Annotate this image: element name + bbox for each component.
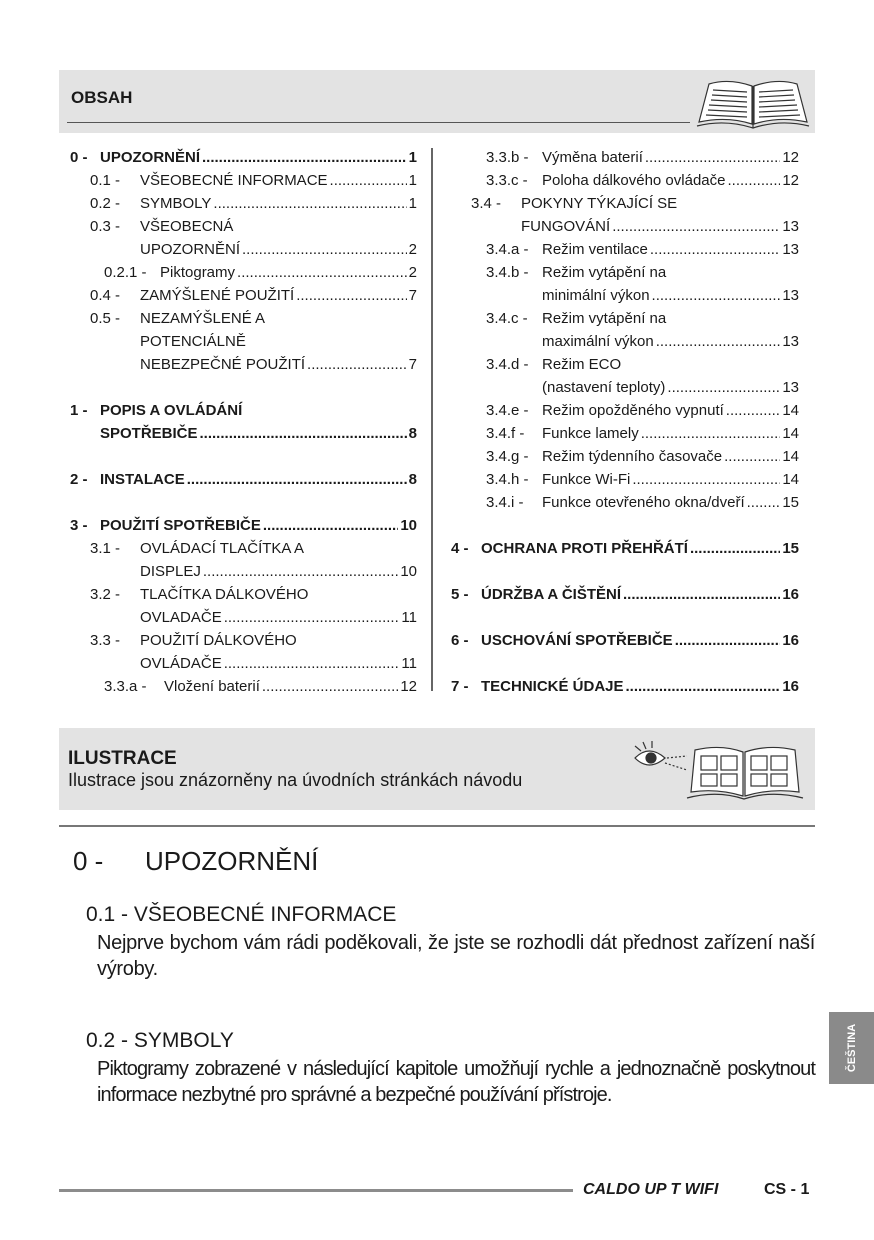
toc-dot-leader [652, 284, 781, 307]
toc-entry [451, 238, 799, 261]
toc-entry [70, 353, 417, 376]
toc-entry [70, 261, 417, 284]
toc-entry [451, 537, 799, 560]
toc-dot-leader [641, 422, 781, 445]
toc-entry-title: Výměna baterií [542, 149, 643, 166]
toc-entry-number: 3.4 - [471, 195, 502, 212]
toc-entry-title: OVLÁDAČE [140, 655, 222, 672]
toc-entry [451, 399, 799, 422]
toc-entry-page: 11 [401, 609, 417, 626]
footer-page-number: CS - 1 [764, 1181, 810, 1198]
toc-dot-leader [650, 238, 780, 261]
toc-entry-number: 0.1 - [90, 172, 121, 189]
toc-dot-leader [727, 169, 780, 192]
toc-dot-leader [626, 675, 781, 698]
toc-entry-page: 15 [782, 540, 799, 557]
toc-entry-title: Funkce otevřeného okna/dveří [542, 494, 745, 511]
toc-entry [70, 422, 417, 445]
footer-rule [59, 1189, 573, 1192]
toc-entry-number: 3 - [70, 517, 88, 534]
toc-entry [451, 629, 799, 652]
toc-entry [70, 146, 417, 169]
toc-entry [70, 583, 417, 606]
toc-entry-page: 1 [408, 172, 417, 189]
toc-entry [70, 215, 417, 238]
toc-entry-number: 3.3.a - [104, 678, 147, 695]
toc-entry-number: 3.3 - [90, 632, 121, 649]
toc-entry-page: 8 [408, 471, 417, 488]
toc-entry-title: Režim ventilace [542, 241, 648, 258]
toc-entry-number: 3.4.h - [486, 471, 529, 488]
toc-entry-title: POUŽITÍ SPOTŘEBIČE [100, 517, 261, 534]
toc-entry [451, 583, 799, 606]
toc-entry-number: 0.2 - [90, 195, 121, 212]
toc-entry-title: Režim ECO [542, 356, 622, 373]
toc-entry-title: NEZAMÝŠLENÉ A [140, 310, 266, 327]
language-tab-label: ČEŠTINA [845, 1023, 858, 1073]
subsection-heading-symbols: 0.2 - SYMBOLY [86, 1029, 234, 1052]
toc-dot-leader [724, 445, 780, 468]
toc-entry-title: Režim vytápění na [542, 310, 667, 327]
toc-entry-page: 14 [782, 471, 799, 488]
toc-entry-number: 5 - [451, 586, 469, 603]
subsection-heading-general-info: 0.1 - VŠEOBECNÉ INFORMACE [86, 903, 397, 926]
toc-dot-leader [187, 468, 407, 491]
toc-entry-title: (nastavení teploty) [542, 379, 666, 396]
toc-entry-title: Režim týdenního časovače [542, 448, 723, 465]
toc-entry-number: 3.4.a - [486, 241, 529, 258]
toc-entry [70, 307, 417, 330]
toc-entry-page: 15 [782, 494, 799, 511]
toc-dot-leader [237, 261, 407, 284]
toc-entry-page: 16 [782, 678, 799, 695]
toc-entry-page: 14 [782, 402, 799, 419]
toc-entry-page: 13 [782, 333, 799, 350]
toc-dot-leader [632, 468, 780, 491]
toc-entry-page: 11 [401, 655, 417, 672]
toc-dot-leader [667, 376, 780, 399]
toc-dot-leader [263, 514, 398, 537]
toc-dot-leader [296, 284, 406, 307]
toc-entry-title: Funkce Wi-Fi [542, 471, 631, 488]
toc-entry [451, 192, 799, 215]
toc-entry-number: 3.4.b - [486, 264, 529, 281]
toc-entry-page: 16 [782, 586, 799, 603]
toc-entry-page: 13 [782, 379, 799, 396]
toc-dot-leader [224, 652, 400, 675]
toc-dot-leader [262, 675, 398, 698]
toc-entry-page: 8 [408, 425, 417, 442]
toc-entry [451, 261, 799, 284]
toc-dot-leader [747, 491, 781, 514]
toc-dot-leader [645, 146, 780, 169]
toc-dot-leader [330, 169, 407, 192]
toc-entry-title: VŠEOBECNÉ INFORMACE [140, 172, 328, 189]
toc-entry-number: 3.4.i - [486, 494, 524, 511]
toc-dot-leader [200, 422, 407, 445]
toc-entry-title: ZAMÝŠLENÉ POUŽITÍ [140, 287, 295, 304]
toc-entry-title: Funkce lamely [542, 425, 639, 442]
toc-entry-page: 13 [782, 218, 799, 235]
toc-dot-leader [202, 146, 407, 169]
toc-entry-number: 0.2.1 - [104, 264, 147, 281]
illustrations-band [59, 728, 815, 810]
paragraph-general-info: Nejprve bychom vám rádi poděkovali, že jste se rozhodli dát přednost zařízení naší výroby. [97, 932, 815, 980]
toc-entry-title: Režim vytápění na [542, 264, 667, 281]
toc-entry-number: 3.2 - [90, 586, 121, 603]
toc-entry [70, 284, 417, 307]
toc-entry-title: POTENCIÁLNĚ [140, 333, 246, 350]
toc-entry-page: 12 [782, 172, 799, 189]
toc-entry-number: 3.4.g - [486, 448, 529, 465]
toc-entry-title: POPIS A OVLÁDÁNÍ [100, 402, 243, 419]
toc-entry [451, 169, 799, 192]
toc-entry-title: maximální výkon [542, 333, 654, 350]
toc-header-band [59, 70, 815, 133]
toc-entry-title: POKYNY TÝKAJÍCÍ SE [521, 195, 678, 212]
toc-entry [451, 491, 799, 514]
toc-entry-number: 3.3.c - [486, 172, 528, 189]
toc-entry-page: 2 [408, 264, 417, 281]
toc-entry [451, 422, 799, 445]
toc-entry-title: OVLADAČE [140, 609, 222, 626]
toc-entry-number: 4 - [451, 540, 469, 557]
toc-entry-title: NEBEZPEČNÉ POUŽITÍ [140, 356, 306, 373]
toc-entry-number: 1 - [70, 402, 88, 419]
toc-entry-number: 3.4.f - [486, 425, 525, 442]
toc-dot-leader [213, 192, 406, 215]
toc-dot-leader [726, 399, 781, 422]
toc-dot-leader [690, 537, 780, 560]
section-number: 0 - [73, 846, 104, 876]
toc-entry-number: 6 - [451, 632, 469, 649]
section-divider [59, 825, 815, 827]
toc-entry [70, 537, 417, 560]
toc-entry [451, 445, 799, 468]
toc-entry-page: 13 [782, 287, 799, 304]
toc-dot-leader [203, 560, 398, 583]
toc-entry-title: POUŽITÍ DÁLKOVÉHO [140, 632, 297, 649]
toc-entry [451, 468, 799, 491]
toc-entry-number: 3.4.d - [486, 356, 529, 373]
toc-entry-title: FUNGOVÁNÍ [521, 218, 611, 235]
toc-dot-leader [307, 353, 407, 376]
toc-entry [70, 399, 417, 422]
toc-entry [70, 192, 417, 215]
paragraph-symbols: Piktogramy zobrazené v následující kapitole umožňují rychle a jednoznačně poskytnout informace nezbytné pro správné a bezpečné používání přístroje. [97, 1058, 815, 1106]
toc-entry-title: OCHRANA PROTI PŘEHŘÁTÍ [481, 540, 688, 557]
eye-book-illustration-icon [629, 736, 807, 802]
toc-entry [451, 353, 799, 376]
toc-entry-title: ÚDRŽBA A ČIŠTĚNÍ [481, 586, 621, 603]
toc-entry [451, 675, 799, 698]
toc-entry-title: OVLÁDACÍ TLAČÍTKA A [140, 540, 304, 557]
toc-entry-number: 0.4 - [90, 287, 121, 304]
toc-entry-number: 3.3.b - [486, 149, 529, 166]
toc-entry-page: 7 [408, 356, 417, 373]
toc-entry-page: 7 [408, 287, 417, 304]
toc-entry-page: 14 [782, 448, 799, 465]
section-title: UPOZORNĚNÍ [145, 846, 319, 876]
toc-entry-page: 10 [400, 517, 417, 534]
toc-entry-number: 0.5 - [90, 310, 121, 327]
toc-entry-page: 2 [408, 241, 417, 258]
toc-entry [70, 330, 417, 353]
toc-entry [70, 238, 417, 261]
toc-entry-number: 2 - [70, 471, 88, 488]
toc-entry [70, 606, 417, 629]
toc-entry-number: 3.4.e - [486, 402, 529, 419]
toc-entry-number: 3.4.c - [486, 310, 528, 327]
toc-entry-number: 3.1 - [90, 540, 121, 557]
toc-entry-page: 13 [782, 241, 799, 258]
toc-entry-title: USCHOVÁNÍ SPOTŘEBIČE [481, 632, 673, 649]
toc-entry-page: 10 [400, 563, 417, 580]
toc-entry-number: 7 - [451, 678, 469, 695]
toc-entry-title: Režim opožděného vypnutí [542, 402, 724, 419]
toc-entry-title: minimální výkon [542, 287, 650, 304]
toc-entry-title: Piktogramy [160, 264, 236, 281]
toc-entry [70, 560, 417, 583]
toc-entry [70, 169, 417, 192]
toc-entry-page: 12 [400, 678, 417, 695]
toc-dot-leader [242, 238, 407, 261]
toc-entry-title: TLAČÍTKA DÁLKOVÉHO [140, 586, 309, 603]
toc-entry-title: Poloha dálkového ovládače [542, 172, 726, 189]
toc-entry-title: UPOZORNĚNÍ [100, 149, 201, 166]
open-book-icon [695, 72, 811, 130]
toc-dot-leader [675, 629, 781, 652]
toc-dot-leader [656, 330, 781, 353]
toc-entry-number: 0.3 - [90, 218, 121, 235]
toc-entry-page: 12 [782, 149, 799, 166]
toc-entry [451, 146, 799, 169]
language-tab [829, 1012, 874, 1084]
toc-entry-page: 16 [782, 632, 799, 649]
toc-entry-title: VŠEOBECNÁ [140, 218, 234, 235]
toc-entry-title: UPOZORNĚNÍ [140, 241, 241, 258]
footer-product-name: CALDO UP T WIFI [583, 1181, 719, 1198]
toc-entry [451, 215, 799, 238]
toc-entry-title: SPOTŘEBIČE [100, 425, 198, 442]
toc-dot-leader [612, 215, 780, 238]
toc-entry-title: SYMBOLY [140, 195, 212, 212]
toc-entry-title: Vložení baterií [164, 678, 260, 695]
toc-entry [70, 468, 417, 491]
toc-dot-leader [224, 606, 400, 629]
toc-entry [451, 330, 799, 353]
toc-dot-leader [623, 583, 780, 606]
toc-entry-page: 14 [782, 425, 799, 442]
toc-entry [451, 376, 799, 399]
toc-entry [70, 675, 417, 698]
toc-entry-title: DISPLEJ [140, 563, 201, 580]
illustrations-text: Ilustrace jsou znázorněny na úvodních stránkách návodu [68, 770, 523, 790]
toc-column-divider [431, 148, 433, 691]
toc-entry-title: TECHNICKÉ ÚDAJE [481, 678, 624, 695]
toc-entry [70, 514, 417, 537]
toc-header-rule [67, 122, 690, 123]
toc-entry-page: 1 [408, 149, 417, 166]
toc-entry [451, 307, 799, 330]
toc-entry [70, 652, 417, 675]
toc-entry-page: 1 [408, 195, 417, 212]
toc-entry [70, 629, 417, 652]
toc-title: OBSAH [71, 88, 133, 107]
toc-entry-title: INSTALACE [100, 471, 185, 488]
illustrations-title: ILUSTRACE [68, 748, 177, 769]
toc-entry-number: 0 - [70, 149, 88, 166]
toc-entry [451, 284, 799, 307]
